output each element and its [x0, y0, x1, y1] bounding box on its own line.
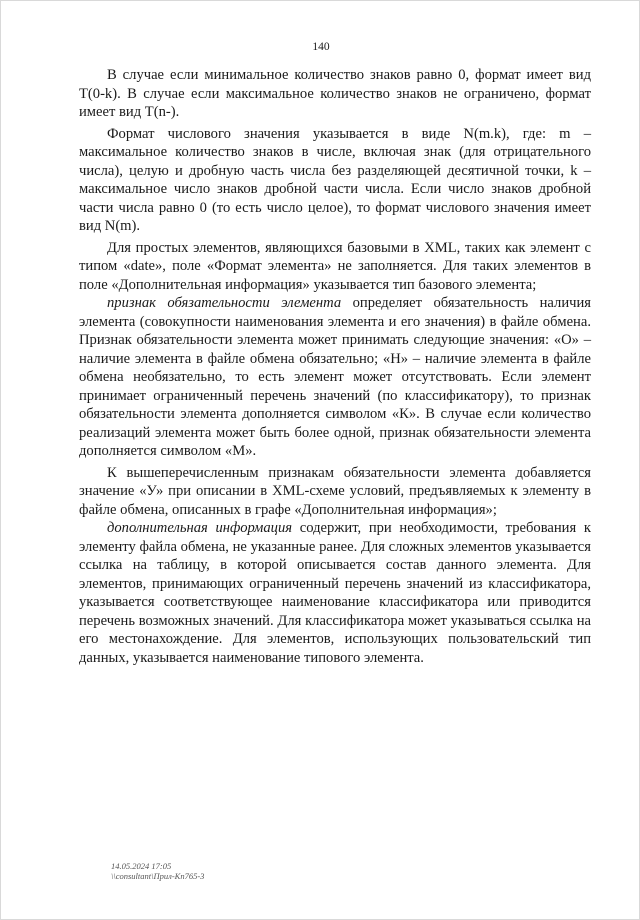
paragraph: признак обязательности элемента определяет обязательность наличия элемента (совокупности наименования элемента и его значения) в файле обмена. Признак обязательности элемента может принимать следующие значения: «О» – наличие элемента в файле обмена обязательно; «Н» – наличие элемента в файле обмена необязательно, то есть элемент может отсутствовать. Если элемент принимает ограниченный перечень значений (по классификатору), то признак обязательности элемента дополняется символом «К». В случае если количество реализаций элемента может быть более одной, признак обязательности элемента дополняется символом «М». — [79, 295, 591, 459]
paragraph: Формат числового значения указывается в виде N(m.k), где: m – максимальное количество знаков в числе, включая знак (для отрицательного числа), целую и дробную часть числа без разделяющей десятичной точки, k – максимальное число знаков дробной части числа. Если число знаков дробной части числа равно 0 (то есть число целое), то формат числового значения имеет вид N(m). — [79, 125, 591, 234]
page-number: 140 — [312, 41, 330, 53]
stamp-path: \\consultant\Прил-Кп765-3 — [111, 871, 205, 881]
term-italic: признак обязательности элемента — [107, 295, 342, 311]
print-stamp — [111, 861, 204, 881]
paragraph: Для простых элементов, являющихся базовыми в XML, таких как элемент с типом «date», поле «Формат элемента» не заполняется. Для таких элементов в поле «Дополнительная информация» указывается тип базового элемента; — [79, 239, 591, 293]
term-italic: дополнительная информация — [107, 520, 293, 536]
stamp-date: 14.05.2024 17:05 — [111, 861, 172, 871]
document-body — [79, 66, 591, 667]
paragraph: дополнительная информация содержит, при необходимости, требования к элементу файла обмена, не указанные ранее. Для сложных элементов указывается ссылка на таблицу, в которой описывается состав данного элемента. Для элементов, принимающих ограниченный перечень значений из классификатора, указывается соответствующее наименование классификатора или приводится перечень возможных значений. Для классификатора может указываться ссылка на его местонахождение. Для элементов, использующих пользовательский тип данных, указывается наименование типового элемента. — [79, 520, 591, 666]
paragraph: В случае если минимальное количество знаков равно 0, формат имеет вид T(0-k). В случае если максимальное количество знаков не ограничено, формат имеет вид T(n-). — [79, 67, 591, 120]
paragraph: К вышеперечисленным признакам обязательности элемента добавляется значение «У» при описании в XML-схеме условий, предъявляемых к элементу в файле обмена, описанных в графе «Дополнительная информация»; — [79, 464, 591, 518]
